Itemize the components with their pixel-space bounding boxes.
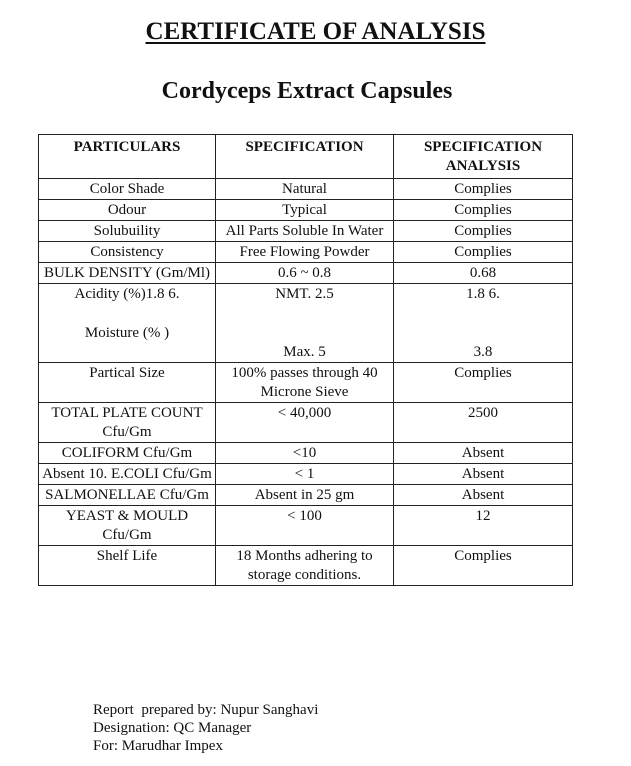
analysis-cell: Complies — [394, 221, 573, 242]
particular-cell — [39, 284, 216, 363]
analysis-cell: Complies — [394, 200, 573, 221]
analysis-cell — [394, 284, 573, 363]
specification-cell: Absent in 25 gm — [216, 485, 394, 506]
acidity-spec: NMT. 2.5 — [275, 286, 334, 302]
specification-cell: Typical — [216, 200, 394, 221]
analysis-cell: Complies — [394, 546, 573, 586]
analysis-cell: Complies — [394, 179, 573, 200]
table-row — [39, 200, 573, 221]
moisture-label: Moisture (% ) — [84, 325, 170, 341]
document-title: CERTIFICATE OF ANALYSIS — [145, 18, 486, 45]
particular-cell: Solubuility — [39, 221, 216, 242]
particular-cell: SALMONELLAE Cfu/Gm — [39, 485, 216, 506]
specification-cell: <10 — [216, 443, 394, 464]
specification-cell: 18 Months adhering to storage conditions. — [216, 546, 394, 586]
specification-cell: < 100 — [216, 506, 394, 546]
table-row — [39, 403, 573, 443]
moisture-analysis: 3.8 — [473, 344, 493, 360]
header-specification-analysis: SPECIFICATION ANALYSIS — [394, 135, 573, 179]
specification-cell: < 1 — [216, 464, 394, 485]
prepared-by: Report prepared by: Nupur Sanghavi — [93, 702, 319, 718]
particular-cell: Shelf Life — [39, 546, 216, 586]
particular-cell: Color Shade — [39, 179, 216, 200]
analysis-cell: Absent — [394, 443, 573, 464]
analysis-cell: 2500 — [394, 403, 573, 443]
table-row — [39, 242, 573, 263]
header-particulars: PARTICULARS — [39, 135, 216, 179]
product-name: Cordyceps Extract Capsules — [161, 78, 453, 104]
table-header-row — [39, 135, 573, 179]
analysis-cell: Complies — [394, 242, 573, 263]
specification-cell: Natural — [216, 179, 394, 200]
table-row — [39, 221, 573, 242]
acidity-analysis: 1.8 6. — [466, 286, 500, 302]
analysis-cell: 0.68 — [394, 263, 573, 284]
particular-cell: COLIFORM Cfu/Gm — [39, 443, 216, 464]
table-row — [39, 263, 573, 284]
table-row — [39, 443, 573, 464]
company: For: Marudhar Impex — [93, 738, 223, 754]
report-footer — [93, 701, 318, 755]
table-row — [39, 179, 573, 200]
table-row — [39, 506, 573, 546]
specification-cell — [216, 284, 394, 363]
table-row — [39, 546, 573, 586]
table-row — [39, 464, 573, 485]
specification-cell: < 40,000 — [216, 403, 394, 443]
header-specification: SPECIFICATION — [216, 135, 394, 179]
moisture-spec: Max. 5 — [283, 344, 326, 360]
acidity-label: Acidity (%)1.8 6. — [74, 286, 180, 302]
particular-cell: Absent 10. E.COLI Cfu/Gm — [39, 464, 216, 485]
table-row — [39, 284, 573, 363]
specification-cell: All Parts Soluble In Water — [216, 221, 394, 242]
analysis-cell: Absent — [394, 485, 573, 506]
particular-cell: Partical Size — [39, 363, 216, 403]
specification-cell: 100% passes through 40 Microne Sieve — [216, 363, 394, 403]
table-row — [39, 363, 573, 403]
designation: Designation: QC Manager — [93, 720, 252, 736]
particular-cell: TOTAL PLATE COUNT Cfu/Gm — [39, 403, 216, 443]
analysis-table — [38, 134, 573, 586]
analysis-cell: Complies — [394, 363, 573, 403]
particular-cell: YEAST & MOULD Cfu/Gm — [39, 506, 216, 546]
specification-cell: Free Flowing Powder — [216, 242, 394, 263]
analysis-cell: Absent — [394, 464, 573, 485]
particular-cell: Consistency — [39, 242, 216, 263]
table-row — [39, 485, 573, 506]
particular-cell: BULK DENSITY (Gm/Ml) — [39, 263, 216, 284]
specification-cell: 0.6 ~ 0.8 — [216, 263, 394, 284]
particular-cell: Odour — [39, 200, 216, 221]
analysis-cell: 12 — [394, 506, 573, 546]
